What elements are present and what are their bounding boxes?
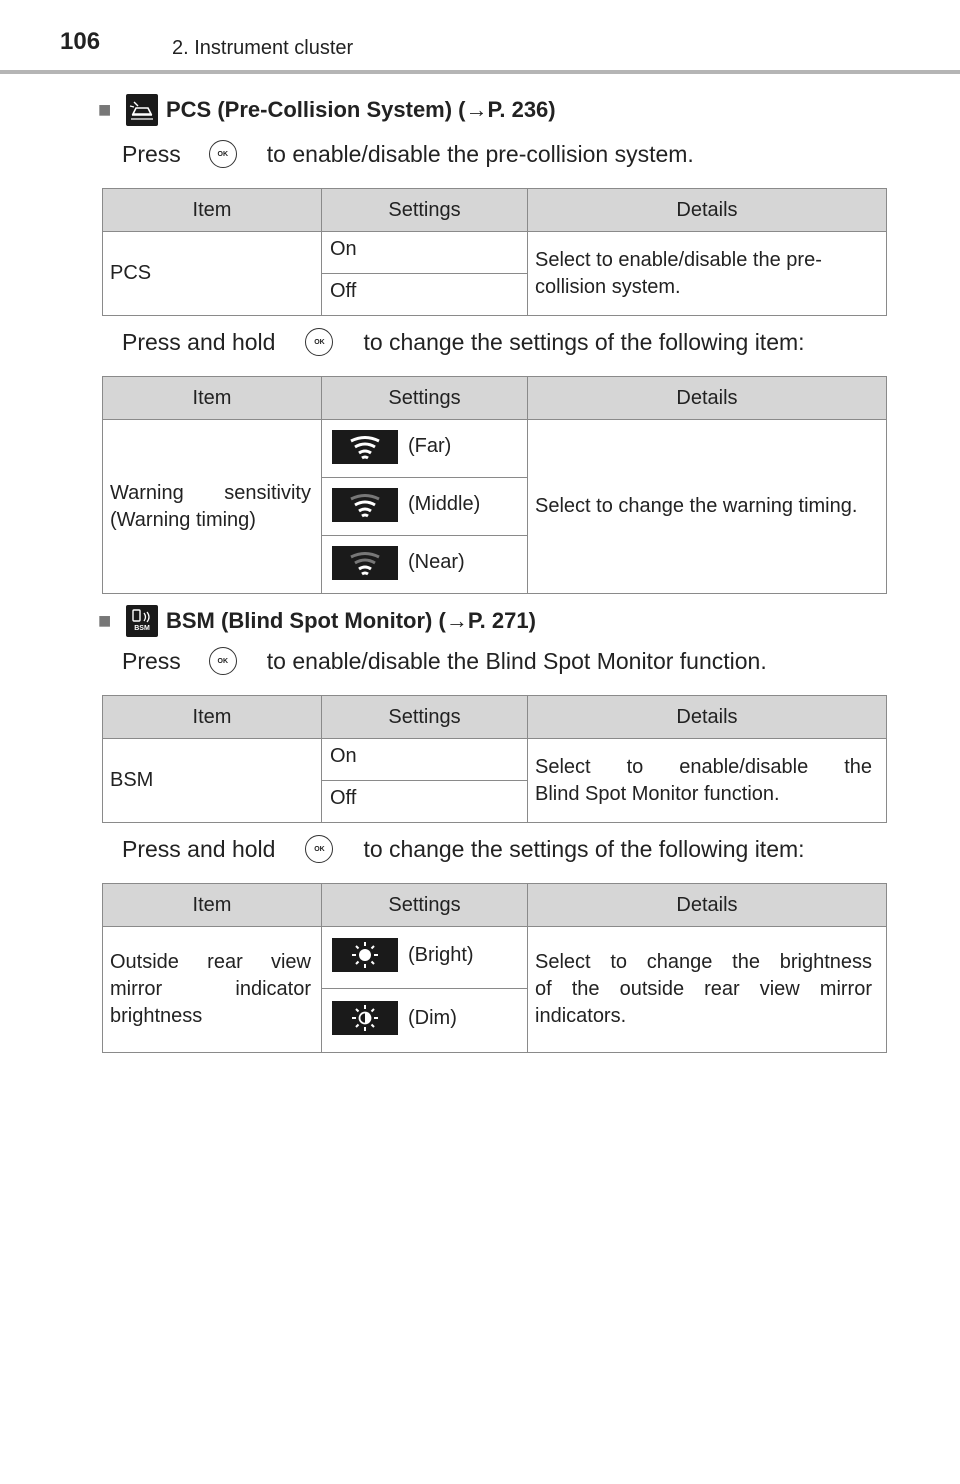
page-number: 106: [60, 28, 101, 55]
pcs-indicator-icon: [126, 94, 158, 126]
column-header-settings: Settings: [322, 696, 528, 739]
press-text: Press: [122, 647, 181, 674]
details-line-1: Select to enable/disable the: [535, 755, 872, 778]
press-hold-text: Press and hold: [122, 328, 276, 355]
column-header-item: Item: [103, 377, 322, 420]
column-header-item: Item: [103, 189, 322, 232]
bsm-section-heading: [98, 603, 536, 639]
chapter-title: 2. Instrument cluster: [172, 37, 354, 59]
setting-label: (Middle): [408, 493, 481, 515]
warning-middle-icon: [332, 488, 398, 522]
press-text: Press: [122, 140, 181, 167]
bsm-page-ref: P. 271): [467, 608, 536, 633]
details-line-2: of the outside rear view mirror: [535, 978, 872, 1000]
press-suffix-text: to enable/disable the Blind Spot Monitor function.: [266, 647, 767, 674]
bsm-indicator-icon: [126, 605, 158, 637]
column-header-item: Item: [103, 696, 322, 739]
warning-near-icon: [332, 546, 398, 580]
column-header-settings: Settings: [322, 189, 528, 232]
bsm-brightness-table: [102, 883, 887, 1053]
column-header-settings: Settings: [322, 884, 528, 927]
item-cell: [103, 420, 322, 594]
bullet-square-icon: ■: [98, 97, 112, 122]
warning-far-icon: [332, 430, 398, 464]
details-cell: [528, 739, 887, 823]
item-cell: BSM: [103, 739, 322, 823]
setting-label: (Dim): [408, 1006, 457, 1029]
details-line-3: indicators.: [535, 1005, 627, 1027]
setting-off: Off: [322, 781, 528, 823]
press-hold-text: Press and hold: [122, 835, 276, 862]
brightness-bright-icon: [332, 938, 398, 972]
bsm-heading-text: BSM (Blind Spot Monitor) (: [166, 608, 446, 633]
bsm-icon-label: BSM: [134, 625, 150, 632]
setting-label: (Near): [408, 551, 465, 573]
brightness-dim-icon: [332, 1001, 398, 1035]
ok-button-icon: OK: [209, 140, 237, 168]
pcs-press-instruction: [122, 136, 694, 172]
column-header-details: Details: [528, 696, 887, 739]
pcs-page-ref: P. 236): [487, 97, 556, 122]
item-cell: [103, 927, 322, 1053]
pcs-table: [102, 188, 887, 316]
setting-label: (Bright): [408, 943, 474, 966]
ok-button-icon: OK: [305, 328, 333, 356]
setting-label: (Far): [408, 435, 452, 457]
setting-far: [322, 420, 528, 478]
bsm-hold-instruction: [122, 831, 805, 867]
item-line-2: mirror indicator: [110, 978, 311, 1000]
press-hold-suffix-text: to change the settings of the following item:: [363, 328, 805, 355]
setting-bright: [322, 927, 528, 989]
column-header-details: Details: [528, 377, 887, 420]
details-line-2: Blind Spot Monitor function.: [535, 782, 780, 805]
arrow-icon: →: [445, 608, 468, 633]
item-line-3: brightness: [110, 1005, 203, 1027]
details-cell: Select to enable/disable the pre-collision system.: [528, 232, 887, 316]
press-hold-suffix-text: to change the settings of the following item:: [363, 835, 805, 862]
arrow-icon: →: [465, 97, 488, 122]
details-line-1: Select to change the brightness: [535, 951, 872, 973]
bullet-square-icon: ■: [98, 608, 112, 633]
setting-on: On: [322, 232, 528, 274]
bsm-press-instruction: [122, 643, 767, 679]
item-line-1: Outside rear view: [110, 951, 311, 973]
column-header-item: Item: [103, 884, 322, 927]
setting-off: Off: [322, 274, 528, 316]
details-text: Select to change the warning timing.: [535, 495, 858, 517]
setting-on: On: [322, 739, 528, 781]
ok-button-icon: OK: [305, 835, 333, 863]
pcs-section-heading: [98, 92, 556, 128]
item-line-2: (Warning timing): [110, 508, 256, 531]
item-line-1: Warning sensitivity: [110, 481, 311, 504]
header-divider: [0, 70, 960, 74]
ok-button-icon: OK: [209, 647, 237, 675]
press-suffix-text: to enable/disable the pre-collision system.: [266, 140, 694, 167]
setting-dim: [322, 989, 528, 1053]
item-cell: PCS: [103, 232, 322, 316]
bsm-table: [102, 695, 887, 823]
column-header-details: Details: [528, 189, 887, 232]
pcs-sensitivity-table: [102, 376, 887, 594]
setting-near: [322, 536, 528, 594]
page-header: [0, 0, 960, 74]
column-header-details: Details: [528, 884, 887, 927]
pcs-heading-text: PCS (Pre-Collision System) (: [166, 97, 466, 122]
setting-middle: [322, 478, 528, 536]
details-cell: [528, 927, 887, 1053]
details-cell: [528, 420, 887, 594]
column-header-settings: Settings: [322, 377, 528, 420]
pcs-hold-instruction: [122, 324, 805, 360]
